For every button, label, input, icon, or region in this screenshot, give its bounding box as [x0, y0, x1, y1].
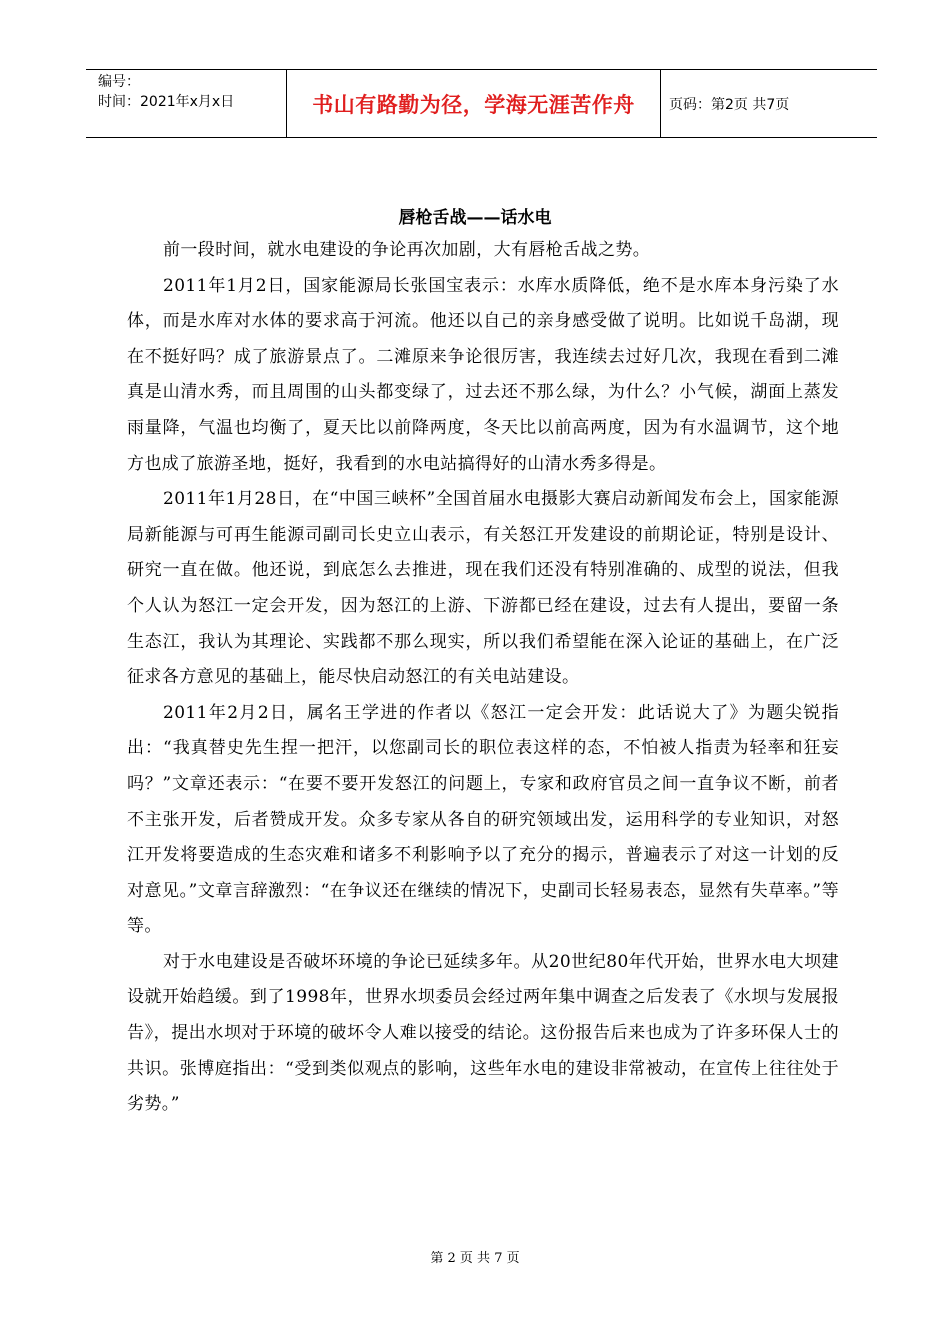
page-footer: 第 2 页 共 7 页	[430, 1251, 520, 1266]
time-label: 时间：2021年x月x日	[98, 94, 235, 110]
paragraph: 2011年2月2日，属名王学进的作者以《怒江一定会开发：此话说大了》为题尖锐指出：“我真替史先生捏一把汗，以您副司长的职位表这样的态，不怕被人指责为轻率和狂妄吗？”文章还表示：“在要不要开发怒江的问题上，专家和政府官员之间一直争议不断，前者不主张开发，后者赞成开发。众多专家从各自的研究领域出发，运用科学的专业知识，对怒江开发将要造成的生态灾难和诸多不利影响予以了充分的揭示，普遍表示了对这一计划的反对意见。”文章言辞激烈：“在争议还在继续的情况下，史副司长轻易表态，显然有失草率。”等等。	[127, 702, 839, 937]
header-motto: 书山有路勤为径，学海无涯苦作舟	[287, 70, 661, 137]
paragraph: 2011年1月28日，在“中国三峡杯”全国首届水电摄影大赛启动新闻发布会上，国家能源局新能源与可再生能源司副司长史立山表示，有关怒江开发建设的前期论证，特别是设计、研究一直在做。他还说，到底怎么去推进，现在我们还没有特别准确的、成型的说法，但我个人认为怒江一定会开发，因为怒江的上游、下游都已经在建设，过去有人提出，要留一条生态江，我认为其理论、实践都不那么现实，所以我们希望能在深入论证的基础上，在广泛征求各方意见的基础上，能尽快启动怒江的有关电站建设。	[127, 489, 839, 688]
number-label: 编号：	[98, 74, 140, 90]
paragraph: 对于水电建设是否破坏环境的争论已延续多年。从20世纪80年代开始，世界水电大坝建设就开始趋缓。到了1998年，世界水坝委员会经过两年集中调查之后发表了《水坝与发展报告》，提出水坝对于环境的破坏令人难以接受的结论。这份报告后来也成为了许多环保人士的共识。张博庭指出：“受到类似观点的影响，这些年水电的建设非常被动，在宣传上往往处于劣势。”	[127, 951, 839, 1115]
paragraph: 前一段时间，就水电建设的争论再次加剧，大有唇枪舌战之势。	[163, 240, 651, 260]
header-page-info: 页码：第2页 共7页	[669, 96, 790, 113]
article-title: 唇枪舌战——话水电	[398, 208, 552, 228]
header-meta	[86, 70, 287, 137]
article-body	[127, 233, 839, 1123]
page-header	[86, 69, 877, 138]
paragraph: 2011年1月2日，国家能源局长张国宝表示：水库水质降低，绝不是水库本身污染了水体，而是水库对水体的要求高于河流。他还以自己的亲身感受做了说明。比如说千岛湖，现在不挺好吗？成了旅游景点了。二滩原来争论很厉害，我连续去过好几次，我现在看到二滩真是山清水秀，而且周围的山头都变绿了，过去还不那么绿，为什么？小气候，湖面上蒸发雨量降，气温也均衡了，夏天比以前降两度，冬天比以前高两度，因为有水温调节，这个地方也成了旅游圣地，挺好，我看到的水电站搞得好的山清水秀多得是。	[127, 275, 839, 474]
